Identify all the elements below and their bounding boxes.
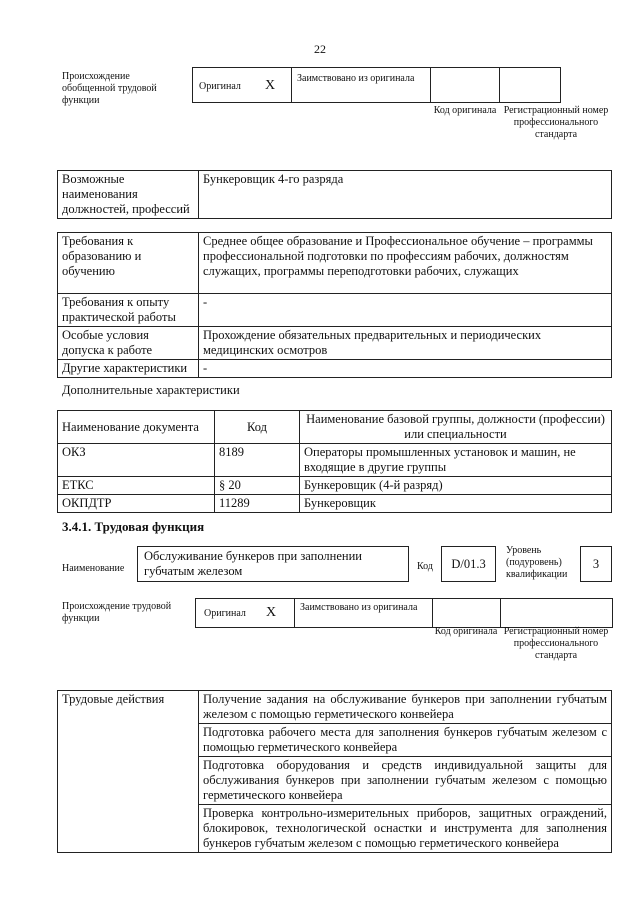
reg-number-caption: Регистрационный номер профессионального стандарта	[503, 105, 609, 140]
origin-label: Происхождение обобщенной трудовой функции	[62, 71, 157, 106]
origin-label: Происхождение трудовой функции	[62, 601, 172, 624]
function-code-value: D/01.3	[441, 546, 496, 582]
table-row	[58, 444, 612, 477]
function-name-label: Наименование	[62, 563, 125, 574]
borrowed-label: Заимствовано из оригинала	[297, 73, 415, 84]
positions-table	[57, 170, 612, 219]
action-row	[58, 691, 612, 724]
reg-number-cell	[499, 67, 561, 103]
requirements-table	[57, 232, 612, 378]
requirement-label: Другие характеристики	[58, 360, 199, 378]
original-cell	[192, 67, 292, 103]
borrowed-label: Заимствовано из оригинала	[300, 602, 418, 613]
header-doc-name: Наименование документа	[58, 411, 215, 444]
code-original-caption: Код оригинала	[434, 626, 498, 637]
code-cell: 8189	[215, 444, 300, 477]
header-code: Код	[215, 411, 300, 444]
requirement-row	[58, 233, 612, 294]
reg-number-cell	[500, 598, 613, 628]
actions-label: Трудовые действия	[58, 691, 199, 853]
doc-name-cell: ОКПДТР	[58, 495, 215, 513]
header-group-name: Наименование базовой группы, должности (профессии) или специальности	[300, 411, 612, 444]
level-value: 3	[580, 546, 612, 582]
requirement-label: Требования к образованию и обучению	[58, 233, 199, 294]
positions-label: Возможные наименования должностей, профессий	[58, 171, 199, 219]
level-label: Уровень (подуровень) квалификации	[506, 545, 568, 580]
original-mark: X	[265, 78, 276, 93]
function-name-value: Обслуживание бункеров при заполнении губчатым железом	[137, 546, 409, 582]
requirement-row	[58, 294, 612, 327]
requirement-row	[58, 360, 612, 378]
requirement-value: -	[199, 294, 612, 327]
action-item: Получение задания на обслуживание бункеров при заполнении губчатым железом с помощью герметического конвейера	[199, 691, 612, 724]
group-name-cell: Операторы промышленных установок и машин, не входящие в другие группы	[300, 444, 612, 477]
additional-table	[57, 410, 612, 513]
function-code-label: Код	[417, 561, 433, 572]
requirement-value: Прохождение обязательных предварительных и периодических медицинских осмотров	[199, 327, 612, 360]
origin-table	[192, 67, 561, 103]
additional-header-row	[58, 411, 612, 444]
requirement-row	[58, 327, 612, 360]
positions-value: Бункеровщик 4-го разряда	[199, 171, 612, 219]
original-mark: X	[266, 605, 277, 620]
requirement-value: Среднее общее образование и Профессиональное обучение – программы профессиональной подготовки по профессиям рабочих, должностям служащих, программы переподготовки рабочих, служащих	[199, 233, 612, 294]
borrowed-cell	[294, 598, 433, 628]
section-title: 3.4.1. Трудовая функция	[62, 519, 205, 534]
table-row	[58, 477, 612, 495]
additional-title: Дополнительные характеристики	[62, 383, 240, 397]
original-label: Оригинал	[204, 608, 246, 619]
page-number: 22	[314, 42, 326, 56]
original-label: Оригинал	[199, 81, 241, 92]
origin-table	[195, 598, 613, 628]
group-name-cell: Бункеровщик	[300, 495, 612, 513]
code-original-cell	[432, 598, 501, 628]
code-cell: § 20	[215, 477, 300, 495]
code-original-cell	[430, 67, 500, 103]
doc-name-cell: ОКЗ	[58, 444, 215, 477]
code-cell: 11289	[215, 495, 300, 513]
borrowed-cell	[291, 67, 431, 103]
doc-name-cell: ЕТКС	[58, 477, 215, 495]
requirement-value: -	[199, 360, 612, 378]
code-original-caption: Код оригинала	[433, 105, 497, 116]
table-row	[58, 495, 612, 513]
actions-table	[57, 690, 612, 853]
reg-number-caption: Регистрационный номер профессионального стандарта	[503, 626, 609, 661]
requirement-label: Требования к опыту практической работы	[58, 294, 199, 327]
action-item: Проверка контрольно-измерительных приборов, защитных ограждений, блокировок, технологической оснастки и инструмента для заполнения бункеров губчатым железом с помощью герметического конвейера	[199, 805, 612, 853]
original-cell	[195, 598, 295, 628]
action-item: Подготовка рабочего места для заполнения бункеров губчатым железом с помощью герметического конвейера	[199, 724, 612, 757]
group-name-cell: Бункеровщик (4-й разряд)	[300, 477, 612, 495]
action-item: Подготовка оборудования и средств индивидуальной защиты для обслуживания бункеров при заполнении губчатым железом с помощью герметического конвейера	[199, 757, 612, 805]
requirement-label: Особые условия допуска к работе	[58, 327, 199, 360]
